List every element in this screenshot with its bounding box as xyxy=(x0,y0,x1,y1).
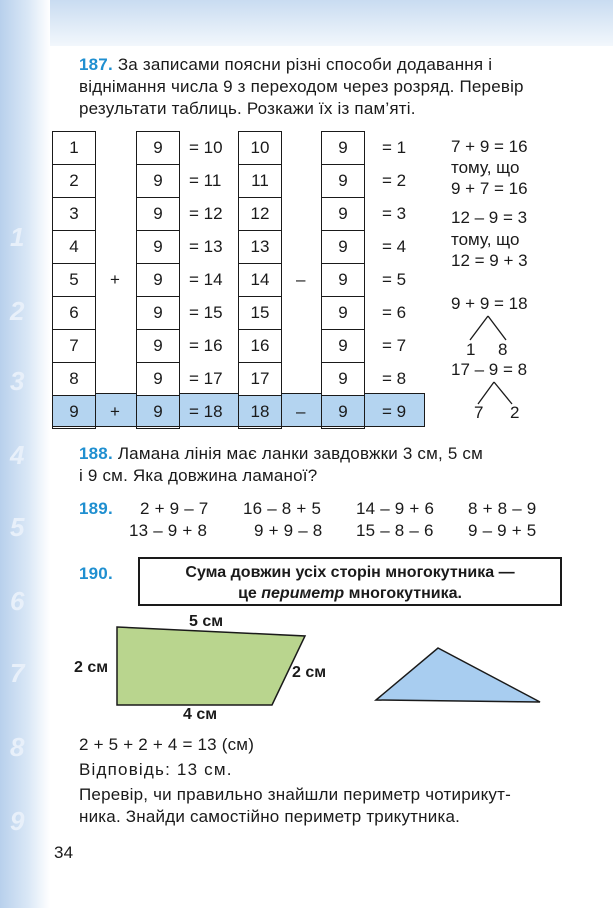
side-number: 3 xyxy=(10,366,25,396)
ex187-line3: результати таблиць. Розкажи їх із пам’яті. xyxy=(79,99,416,118)
side-number: 8 xyxy=(10,732,25,762)
rule-pre: це xyxy=(238,585,262,602)
nine-cell: 9 xyxy=(136,164,180,198)
nine-cell: 9 xyxy=(321,296,365,330)
minus-sign: – xyxy=(296,402,306,421)
difference-value: = 6 xyxy=(382,303,407,322)
side-label-left: 2 см xyxy=(74,659,109,676)
answer: Відповідь: 13 см. xyxy=(79,760,233,779)
task-line1: Перевір, чи правильно знайшли периметр чотирикут- xyxy=(79,785,511,804)
minuend-cell: 17 xyxy=(238,362,282,396)
side-number: 1 xyxy=(10,222,25,252)
plus-sign: + xyxy=(110,270,120,289)
addend-cell: 1 xyxy=(52,131,96,165)
plus-sign: + xyxy=(110,402,120,421)
note: тому, що xyxy=(451,230,520,249)
addend-cell: 4 xyxy=(52,230,96,264)
side-label-top: 5 см xyxy=(189,613,224,630)
difference-value: = 8 xyxy=(382,369,407,388)
quadrilateral-shape xyxy=(117,627,305,705)
side-number: 6 xyxy=(10,586,25,616)
sum-value: = 13 xyxy=(189,237,223,256)
difference-value: = 7 xyxy=(382,336,407,355)
ex188-line2: і 9 см. Яка довжина ламаної? xyxy=(79,466,318,485)
minuend-cell: 14 xyxy=(238,263,282,297)
ex187-text1: За записами поясни різні способи додавання і xyxy=(117,55,493,74)
difference-value: = 2 xyxy=(382,171,407,190)
difference-value: = 4 xyxy=(382,237,407,256)
ex189-number: 189. xyxy=(79,499,113,518)
nine-cell: 9 xyxy=(321,362,365,396)
note: тому, що xyxy=(451,158,520,177)
side-label-bottom: 4 см xyxy=(183,706,218,723)
sum-value: = 12 xyxy=(189,204,223,223)
expr: 15 – 8 – 6 xyxy=(356,521,434,540)
sum-value: = 14 xyxy=(189,270,223,289)
sum-value: = 15 xyxy=(189,303,223,322)
nine-cell: 9 xyxy=(321,197,365,231)
expr: 14 – 9 + 6 xyxy=(356,499,435,518)
ex188-number: 188. xyxy=(79,444,113,463)
side-number: 9 xyxy=(10,806,25,836)
rule-post: многокутника. xyxy=(344,585,462,602)
split-part: 7 xyxy=(474,403,484,422)
note: 12 = 9 + 3 xyxy=(451,251,528,270)
nine-cell: 9 xyxy=(321,131,365,165)
rule-line1: Сума довжин усіх сторін многокутника — xyxy=(185,564,515,581)
nine-cell: 9 xyxy=(136,296,180,330)
split-part: 1 xyxy=(466,340,476,359)
triangle-shape xyxy=(376,648,540,702)
nine-cell: 9 xyxy=(136,395,180,429)
nine-cell: 9 xyxy=(321,329,365,363)
sum-value: = 10 xyxy=(189,138,223,157)
nine-cell: 9 xyxy=(321,395,365,429)
note: 9 + 7 = 16 xyxy=(451,179,528,198)
minuend-cell: 15 xyxy=(238,296,282,330)
expr: 16 – 8 + 5 xyxy=(243,499,322,518)
minuend-cell: 18 xyxy=(238,395,282,429)
sum-value: = 18 xyxy=(189,402,223,421)
difference-value: = 9 xyxy=(382,402,407,421)
perimeter-calc: 2 + 5 + 2 + 4 = 13 (см) xyxy=(79,735,255,754)
minuend-cell: 11 xyxy=(238,164,282,198)
side-number: 5 xyxy=(10,512,25,542)
addend-cell: 8 xyxy=(52,362,96,396)
sum-value: = 16 xyxy=(189,336,223,355)
nine-cell: 9 xyxy=(136,263,180,297)
ex187-line2: віднімання числа 9 з переходом через розряд. Перевір xyxy=(79,77,524,96)
ex190-number: 190. xyxy=(79,564,113,583)
ex188-text1: Ламана лінія має ланки завдовжки 3 см, 5 см xyxy=(117,444,484,463)
split-part: 8 xyxy=(498,340,508,359)
nine-cell: 9 xyxy=(136,329,180,363)
difference-value: = 1 xyxy=(382,138,407,157)
nine-cell: 9 xyxy=(321,230,365,264)
addend-cell: 3 xyxy=(52,197,96,231)
nine-cell: 9 xyxy=(136,362,180,396)
split-part: 2 xyxy=(510,403,520,422)
side-number: 7 xyxy=(10,658,25,688)
rule-emphasis: периметр xyxy=(261,585,345,602)
minuend-cell: 10 xyxy=(238,131,282,165)
addend-cell: 7 xyxy=(52,329,96,363)
nine-cell: 9 xyxy=(136,230,180,264)
minuend-cell: 12 xyxy=(238,197,282,231)
side-number: 4 xyxy=(10,440,25,470)
note: 9 + 9 = 18 xyxy=(451,294,528,313)
minus-sign: – xyxy=(296,270,306,289)
note: 17 – 9 = 8 xyxy=(451,360,528,379)
addend-cell: 5 xyxy=(52,263,96,297)
addend-cell: 9 xyxy=(52,395,96,429)
nine-cell: 9 xyxy=(321,164,365,198)
side-label-right: 2 см xyxy=(292,664,327,681)
sum-value: = 11 xyxy=(189,171,222,190)
nine-cell: 9 xyxy=(321,263,365,297)
ex187-number: 187. xyxy=(79,55,113,74)
sum-value: = 17 xyxy=(189,369,223,388)
nine-cell: 9 xyxy=(136,131,180,165)
page-number: 34 xyxy=(54,843,74,862)
expr: 2 + 9 – 7 xyxy=(140,499,209,518)
addend-cell: 2 xyxy=(52,164,96,198)
minuend-cell: 16 xyxy=(238,329,282,363)
expr: 8 + 8 – 9 xyxy=(468,499,537,518)
addend-cell: 6 xyxy=(52,296,96,330)
difference-value: = 3 xyxy=(382,204,407,223)
minuend-cell: 13 xyxy=(238,230,282,264)
task-line2: ника. Знайди самостійно периметр трикутника. xyxy=(79,807,461,826)
note: 7 + 9 = 16 xyxy=(451,137,528,156)
nine-cell: 9 xyxy=(136,197,180,231)
expr: 13 – 9 + 8 xyxy=(129,521,208,540)
note: 12 – 9 = 3 xyxy=(451,208,528,227)
expr: 9 + 9 – 8 xyxy=(254,521,323,540)
side-number: 2 xyxy=(10,296,25,326)
expr: 9 – 9 + 5 xyxy=(468,521,537,540)
difference-value: = 5 xyxy=(382,270,407,289)
